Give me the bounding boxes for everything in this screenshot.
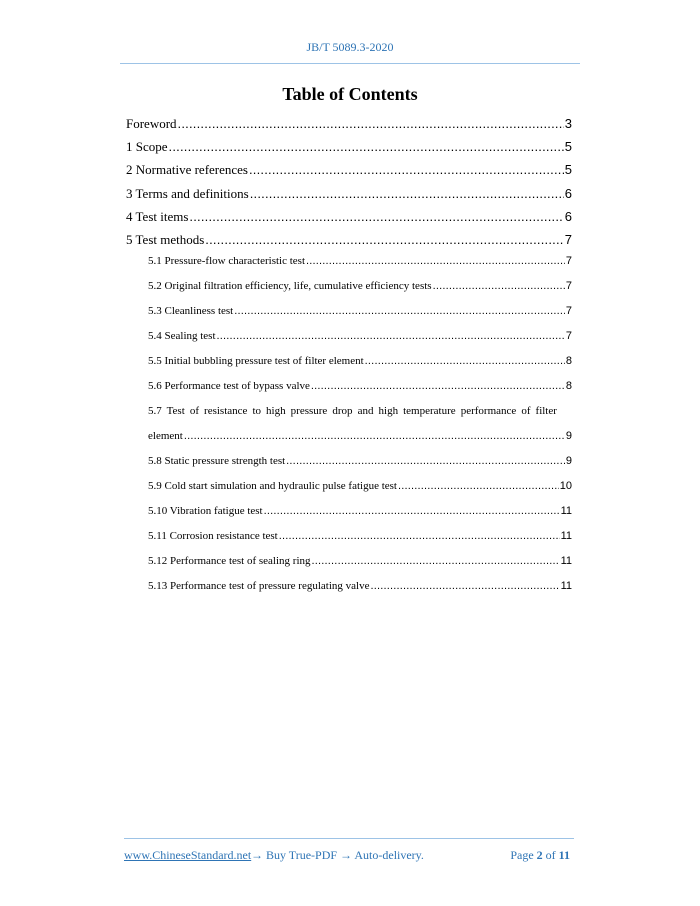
toc-entry-page: 11 xyxy=(560,580,572,593)
toc-entry-title: 5.1 Pressure-flow characteristic test xyxy=(148,255,305,268)
toc-entry-title: 1 Scope xyxy=(126,139,168,155)
toc-leader xyxy=(311,380,565,392)
toc-entry-5-5[interactable] xyxy=(126,355,572,380)
page-current: 2 xyxy=(536,848,543,862)
toc-entry-title: 5.4 Sealing test xyxy=(148,330,216,343)
toc-entry-title: 3 Terms and definitions xyxy=(126,185,249,201)
toc-leader xyxy=(365,355,565,367)
toc-entry-page: 5 xyxy=(564,139,572,155)
toc-leader xyxy=(312,555,560,567)
toc-entry-5-2[interactable] xyxy=(126,280,572,305)
toc-entry-page: 11 xyxy=(560,505,572,518)
toc-entry-title: 5.12 Performance test of sealing ring xyxy=(148,555,311,568)
toc-entry-test-items[interactable] xyxy=(126,209,572,232)
toc-entry-title: 5.9 Cold start simulation and hydraulic pulse fatigue test xyxy=(148,480,397,493)
toc-leader xyxy=(370,580,559,592)
toc-leader xyxy=(286,455,565,467)
page-total: 11 xyxy=(558,848,570,862)
page-of: of xyxy=(545,848,556,862)
toc-entry-5-12[interactable] xyxy=(126,555,572,580)
toc-entry-page: 6 xyxy=(564,208,572,224)
toc-entry-page: 7 xyxy=(565,305,572,318)
toc-entry-title: 5.8 Static pressure strength test xyxy=(148,455,286,468)
toc-entry-5-7-line2[interactable] xyxy=(126,430,572,455)
toc-entry-title: 5.6 Performance test of bypass valve xyxy=(148,380,310,393)
toc-entry-page: 9 xyxy=(565,430,572,443)
toc-leader xyxy=(184,430,565,442)
toc-entry-title: 2 Normative references xyxy=(126,162,248,178)
toc-entry-5-3[interactable] xyxy=(126,305,572,330)
toc-entry-page: 8 xyxy=(565,355,572,368)
toc-entry-normative-references[interactable] xyxy=(126,162,572,185)
page-label: Page xyxy=(510,848,534,862)
toc-entry-page: 8 xyxy=(565,380,572,393)
toc-entry-page: 6 xyxy=(564,185,572,201)
toc-entry-page: 7 xyxy=(565,330,572,343)
toc-entry-title: 5.13 Performance test of pressure regulating valve xyxy=(148,580,370,593)
toc-entry-page: 9 xyxy=(565,455,572,468)
toc-entry-title: 5.10 Vibration fatigue test xyxy=(148,505,263,518)
toc-entry-terms-and-definitions[interactable] xyxy=(126,186,572,209)
toc-leader xyxy=(217,330,565,342)
document-code: JB/T 5089.3-2020 xyxy=(306,40,394,54)
toc-entry-scope[interactable] xyxy=(126,139,572,162)
toc-leader xyxy=(249,162,564,177)
toc-entry-5-13[interactable] xyxy=(126,580,572,605)
toc-entry-title: 5.11 Corrosion resistance test xyxy=(148,530,278,543)
toc-entry-5-4[interactable] xyxy=(126,330,572,355)
toc-entry-page: 7 xyxy=(564,231,572,247)
website-link[interactable]: www.ChineseStandard.net xyxy=(124,848,252,862)
toc-leader xyxy=(250,186,564,201)
toc-entry-5-9[interactable] xyxy=(126,480,572,505)
toc-leader xyxy=(433,280,565,292)
toc-leader xyxy=(264,505,560,517)
toc-entry-page: 10 xyxy=(559,480,572,493)
toc-entry-page: 3 xyxy=(564,116,572,131)
toc-entry-foreword[interactable] xyxy=(126,116,572,139)
toc-leader xyxy=(306,255,565,267)
toc-entry-title: 4 Test items xyxy=(126,208,189,224)
toc-leader xyxy=(189,209,563,224)
toc-entry-title: Foreword xyxy=(126,116,177,131)
toc-leader xyxy=(279,530,560,542)
toc-entry-test-methods[interactable] xyxy=(126,232,572,255)
purchase-note: → Buy True-PDF → Auto-delivery. xyxy=(251,848,424,862)
toc-entry-5-8[interactable] xyxy=(126,455,572,480)
toc-leader xyxy=(398,480,559,492)
toc-leader xyxy=(205,232,563,247)
toc-entry-5-1[interactable] xyxy=(126,255,572,280)
toc-entry-5-10[interactable] xyxy=(126,505,572,530)
toc-entry-5-6[interactable] xyxy=(126,380,572,405)
page-indicator xyxy=(510,848,570,863)
toc-leader xyxy=(169,139,564,154)
header-divider xyxy=(120,63,580,64)
toc-entry-title: 5.5 Initial bubbling pressure test of filter element xyxy=(148,355,364,368)
page-footer xyxy=(124,848,574,864)
toc-entry-page: 11 xyxy=(560,530,572,543)
toc-leader xyxy=(234,305,565,317)
toc-entry-page: 7 xyxy=(565,255,572,268)
toc-entry-title: 5.7 Test of resistance to high pressure drop and high temperature performance of filter xyxy=(148,405,557,418)
toc-entry-title: 5 Test methods xyxy=(126,231,205,247)
toc-entry-title-continued: element xyxy=(148,430,183,443)
page-title: Table of Contents xyxy=(282,84,418,104)
table-of-contents xyxy=(126,116,572,605)
toc-entry-title: 5.3 Cleanliness test xyxy=(148,305,234,318)
toc-entry-5-7-line1[interactable] xyxy=(126,405,572,430)
toc-entry-page: 5 xyxy=(564,162,572,178)
toc-entry-5-11[interactable] xyxy=(126,530,572,555)
footer-divider xyxy=(124,838,574,839)
toc-entry-title: 5.2 Original filtration efficiency, life, cumulative efficiency tests xyxy=(148,280,432,293)
toc-entry-page: 7 xyxy=(565,280,572,293)
toc-entry-page: 11 xyxy=(560,555,572,568)
toc-leader xyxy=(178,116,564,131)
